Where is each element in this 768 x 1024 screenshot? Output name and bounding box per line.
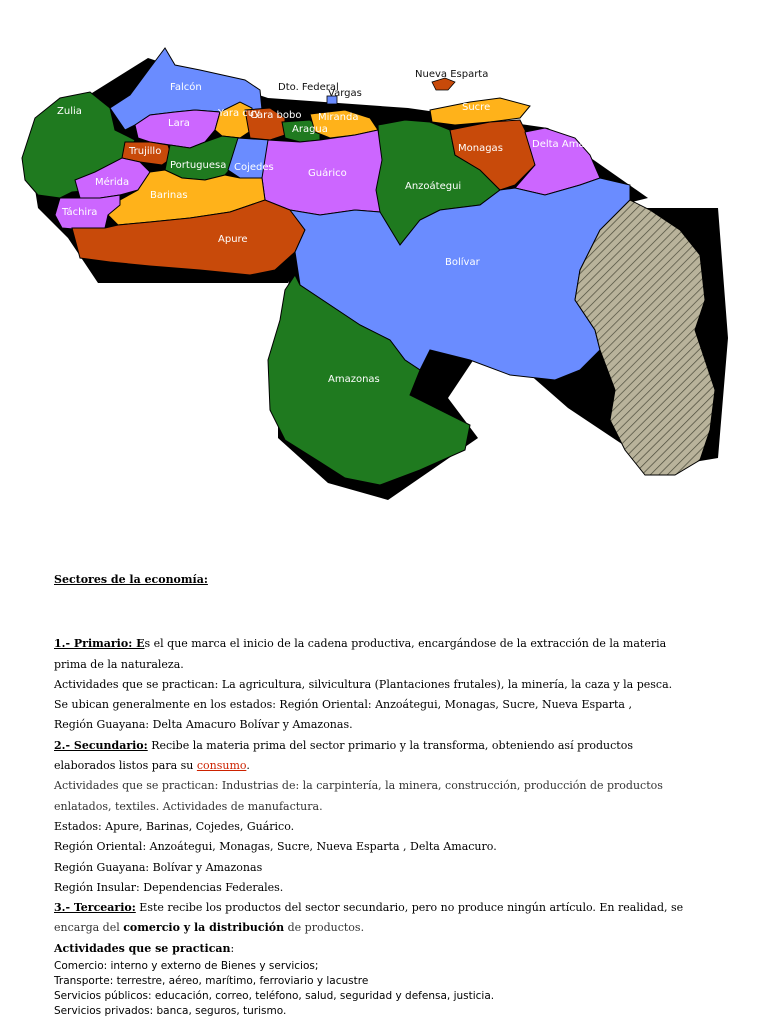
label-trujillo: Trujillo xyxy=(129,146,162,157)
map-svg xyxy=(0,30,768,510)
label-vargas: Vargas xyxy=(328,88,362,99)
terceario-act-heading: Actividades que se practican xyxy=(54,941,231,955)
primario-line-2: prima de la naturaleza. xyxy=(54,657,184,671)
secundario-line-1 xyxy=(54,736,702,756)
terceario-bold: comercio y la distribución xyxy=(123,921,285,935)
secundario-estados: Estados: Apure, Barinas, Cojedes, Guárico. xyxy=(54,819,295,833)
secundario-text-2: elaborados listos para su xyxy=(54,759,197,773)
secundario-line-2 xyxy=(54,756,702,776)
venezuela-map xyxy=(0,30,768,510)
label-falcon: Falcón xyxy=(170,82,202,93)
terceario-comercio: Comercio: interno y externo de Bienes y servicios; xyxy=(54,960,319,973)
primario-estados: Se ubican generalmente en los estados: Región Oriental: Anzoátegui, Monagas, Sucre, Nueva Esparta , xyxy=(54,698,632,712)
terceario-privados: Servicios privados: banca, seguros, turismo. xyxy=(54,1005,287,1018)
label-cojedes: Cojedes xyxy=(234,162,274,173)
primario-line-1 xyxy=(54,634,702,654)
terceario-line-2 xyxy=(54,918,702,938)
secundario-insular: Región Insular: Dependencias Federales. xyxy=(54,880,284,894)
primario-guayana: Región Guayana: Delta Amacuro Bolívar y Amazonas. xyxy=(54,718,353,732)
secundario-guayana: Región Guayana: Bolívar y Amazonas xyxy=(54,860,263,874)
label-apure: Apure xyxy=(218,234,248,245)
label-lara: Lara xyxy=(168,118,190,129)
label-tachira: Táchira xyxy=(62,207,98,218)
terceario-line-1 xyxy=(54,898,702,918)
label-nuevaesparta: Nueva Esparta xyxy=(415,69,489,80)
label-carabobo: Cara bobo xyxy=(250,110,302,121)
label-amazonas: Amazonas xyxy=(328,374,380,385)
label-portuguesa: Portuguesa xyxy=(170,160,227,171)
label-merida: Mérida xyxy=(95,177,130,188)
primario-heading: 1.- Primario: E xyxy=(54,637,145,651)
secundario-text-3: . xyxy=(246,759,250,773)
terceario-transporte: Transporte: terrestre, aéreo, marítimo, ferroviario y lacustre xyxy=(54,975,369,988)
terceario-act-title xyxy=(54,939,702,959)
terceario-act-colon: : xyxy=(230,941,235,955)
label-zulia: Zulia xyxy=(57,106,82,117)
terceario-text-2a: encarga del xyxy=(54,921,124,935)
consumo-link[interactable]: consumo xyxy=(196,759,247,773)
label-guarico: Guárico xyxy=(308,168,347,179)
primario-actividades: Actividades que se practican: La agricultura, silvicultura (Plantaciones frutales), la minería, la caza y la pesca. xyxy=(54,677,673,691)
secundario-heading: 2.- Secundario: xyxy=(54,738,148,752)
label-bolivar: Bolívar xyxy=(445,257,480,268)
section-title: Sectores de la economía: xyxy=(54,573,208,586)
label-dtofederal: Dto. Federal xyxy=(278,82,339,93)
secundario-actividades-1: Actividades que se practican: Industrias de: la carpintería, la minera, construcción, producción de productos xyxy=(54,779,663,793)
primario-text-1: s el que marca el inicio de la cadena productiva, encargándose de la extracción de la materia xyxy=(144,637,667,651)
secundario-oriental: Región Oriental: Anzoátegui, Monagas, Sucre, Nueva Esparta , Delta Amacuro. xyxy=(54,840,497,854)
label-yaracuy: Yara cuy xyxy=(218,108,261,119)
secundario-text-1: Recibe la materia prima del sector primario y la transforma, obteniendo así productos xyxy=(147,738,633,752)
terceario-text-1: Este recibe los productos del sector secundario, pero no produce ningún artículo. En realidad, se xyxy=(135,901,684,915)
terceario-publicos: Servicios públicos: educación, correo, teléfono, salud, seguridad y defensa, justicia. xyxy=(54,990,495,1003)
terceario-text-2b: de productos. xyxy=(284,921,365,935)
label-miranda: Miranda xyxy=(318,112,359,123)
label-barinas: Barinas xyxy=(150,190,188,201)
secundario-actividades-2: enlatados, textiles. Actividades de manufactura. xyxy=(54,799,323,813)
label-anzoategui: Anzoátegui xyxy=(405,181,462,192)
document-body xyxy=(54,570,702,1019)
label-delta: Delta Amacuro xyxy=(532,139,607,150)
terceario-heading: 3.- Terceario: xyxy=(54,901,136,915)
label-monagas: Monagas xyxy=(458,143,503,154)
label-aragua: Aragua xyxy=(292,124,328,135)
label-sucre: Sucre xyxy=(462,102,491,113)
